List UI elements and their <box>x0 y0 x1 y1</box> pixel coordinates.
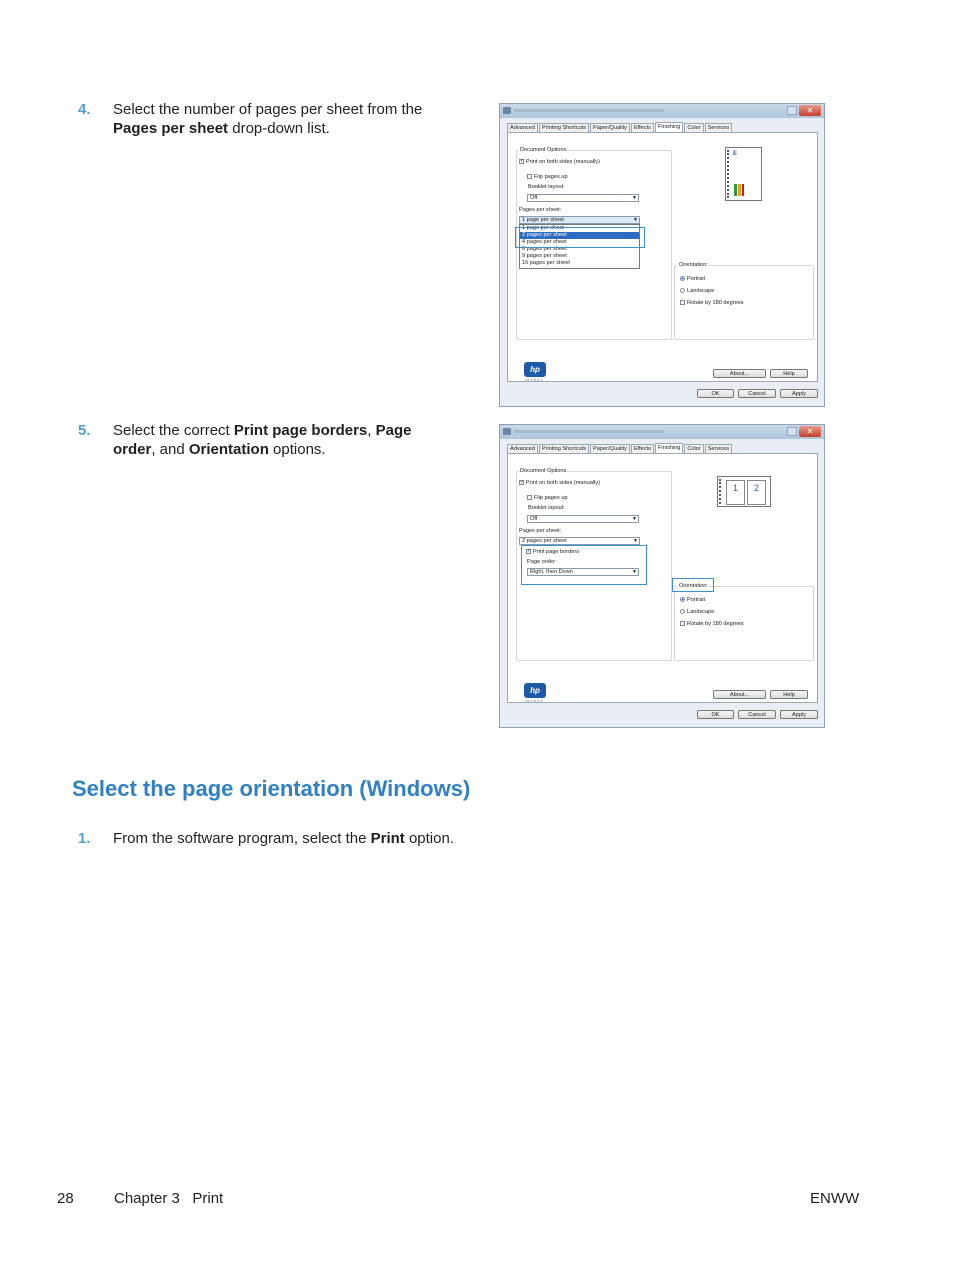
radio[interactable] <box>680 609 685 614</box>
printer-icon <box>503 428 511 435</box>
page-order-label: Page order: <box>527 559 557 565</box>
hp-invent-text: invent <box>525 378 544 382</box>
chevron-down-icon: ▼ <box>632 195 637 201</box>
page-order-select[interactable]: Right, then Down ▼ <box>527 568 639 576</box>
portrait-option[interactable]: Portrait <box>680 276 705 282</box>
step-text: Select the correct Print page borders, Page order, and Orientation options. <box>113 422 412 458</box>
pages-per-sheet-select[interactable]: 2 pages per sheet ▼ <box>519 537 640 545</box>
printer-icon <box>503 107 511 114</box>
document-options-label: Document Options <box>520 468 567 474</box>
booklet-layout-label: Booklet layout: <box>528 505 565 511</box>
ok-button[interactable]: OK <box>697 710 734 719</box>
cancel-button[interactable]: Cancel <box>738 389 776 398</box>
pages-per-sheet-select[interactable]: 1 page per sheet ▼ <box>519 216 640 224</box>
step-text: From the software program, select the Print option. <box>113 830 454 847</box>
section-heading: Select the page orientation (Windows) <box>72 776 471 801</box>
tab-effects[interactable]: Effects <box>631 123 654 133</box>
dialog-title-blurred <box>514 430 664 433</box>
page-preview <box>725 147 762 201</box>
radio-selected[interactable] <box>680 276 685 281</box>
tab-advanced[interactable]: Advanced <box>507 123 538 133</box>
about-button[interactable]: About... <box>713 369 766 378</box>
booklet-layout-label: Booklet layout: <box>528 184 565 190</box>
chapter-label: Chapter 3 Print <box>114 1190 224 1207</box>
dropdown-option-selected[interactable]: 2 pages per sheet <box>520 232 639 239</box>
tab-printing-shortcuts[interactable]: Printing Shortcuts <box>539 444 589 454</box>
rotate-180-option[interactable]: Rotate by 180 degrees <box>680 621 744 627</box>
checkbox[interactable] <box>680 300 685 305</box>
booklet-layout-select[interactable]: Off ▼ <box>527 194 639 202</box>
checkbox[interactable] <box>680 621 685 626</box>
checkbox[interactable] <box>527 174 532 179</box>
checkbox-checked[interactable]: ✓ <box>520 479 525 486</box>
apply-button[interactable]: Apply <box>780 389 818 398</box>
chart-thumbnail <box>734 184 744 196</box>
tab-finishing[interactable]: Finishing <box>655 443 683 454</box>
preview-page-2: 2 <box>747 480 766 505</box>
tab-paper-quality[interactable]: Paper/Quality <box>590 444 630 454</box>
checkbox-checked[interactable]: ✓ <box>520 158 525 165</box>
finishing-panel <box>507 453 818 703</box>
tab-strip <box>507 122 733 132</box>
tab-services[interactable]: Services <box>705 444 732 454</box>
help-button[interactable]: Help <box>770 369 808 378</box>
document-options-label: Document Options <box>520 147 567 153</box>
landscape-option[interactable]: Landscape <box>680 609 714 615</box>
step-number: 1. <box>78 830 91 847</box>
pages-per-sheet-label: Pages per sheet: <box>519 528 562 534</box>
cancel-button[interactable]: Cancel <box>738 710 776 719</box>
step-text: Select the number of pages per sheet from the Pages per sheet drop-down list. <box>113 101 423 137</box>
help-button[interactable]: Help <box>770 690 808 699</box>
preview-page-1: 1 <box>726 480 745 505</box>
apply-button[interactable]: Apply <box>780 710 818 719</box>
close-button[interactable]: ✕ <box>799 105 821 116</box>
portrait-option[interactable]: Portrait <box>680 597 705 603</box>
pages-per-sheet-label: Pages per sheet: <box>519 207 562 213</box>
checkbox-checked[interactable]: ✓ <box>527 548 532 555</box>
booklet-layout-select[interactable]: Off ▼ <box>527 515 639 523</box>
radio-selected[interactable] <box>680 597 685 602</box>
close-button[interactable]: ✕ <box>799 426 821 437</box>
dropdown-option[interactable]: 6 pages per sheet <box>522 246 567 252</box>
tab-color[interactable]: Color <box>684 444 703 454</box>
rotate-180-option[interactable]: Rotate by 180 degrees <box>680 300 744 306</box>
tab-color[interactable]: Color <box>684 123 703 133</box>
flip-pages-up-option[interactable]: Flip pages up <box>527 495 568 501</box>
hp-logo: hp <box>524 362 546 377</box>
chevron-down-icon: ▼ <box>632 569 637 575</box>
page-preview <box>717 476 771 507</box>
printer-properties-dialog-1 <box>499 103 825 407</box>
chevron-down-icon: ▼ <box>633 538 638 544</box>
minimize-button[interactable] <box>787 427 797 436</box>
page-number: 28 <box>57 1190 74 1207</box>
tab-strip <box>507 443 733 453</box>
dropdown-option[interactable]: 1 page per sheet <box>522 225 564 231</box>
printer-properties-dialog-2 <box>499 424 825 728</box>
dropdown-option[interactable]: 4 pages per sheet <box>522 239 567 245</box>
tab-services[interactable]: Services <box>705 123 732 133</box>
tab-advanced[interactable]: Advanced <box>507 444 538 454</box>
radio[interactable] <box>680 288 685 293</box>
step-number: 4. <box>78 101 91 118</box>
hp-logo: hp <box>524 683 546 698</box>
about-button[interactable]: About... <box>713 690 766 699</box>
dropdown-option[interactable]: 16 pages per sheet <box>522 260 570 266</box>
orientation-label: Orientation: <box>679 583 708 589</box>
print-both-sides-option[interactable]: ✓ Print on both sides (manually) <box>520 158 600 165</box>
preview-letter: E <box>733 151 738 157</box>
tab-paper-quality[interactable]: Paper/Quality <box>590 123 630 133</box>
flip-pages-up-option[interactable]: Flip pages up <box>527 174 568 180</box>
finishing-panel <box>507 132 818 382</box>
checkbox[interactable] <box>527 495 532 500</box>
hp-invent-text: invent <box>525 699 544 703</box>
tab-effects[interactable]: Effects <box>631 444 654 454</box>
footer-right-label: ENWW <box>810 1190 860 1207</box>
tab-printing-shortcuts[interactable]: Printing Shortcuts <box>539 123 589 133</box>
dropdown-option[interactable]: 9 pages per sheet <box>522 253 567 259</box>
highlight-box <box>515 227 645 248</box>
print-page-borders-option[interactable]: ✓ Print page borders <box>527 548 580 555</box>
highlight-box <box>672 578 714 592</box>
orientation-label: Orientation: <box>679 262 708 268</box>
landscape-option[interactable]: Landscape <box>680 288 714 294</box>
step-number: 5. <box>78 422 91 439</box>
minimize-button[interactable] <box>787 106 797 115</box>
ok-button[interactable]: OK <box>697 389 734 398</box>
chevron-down-icon: ▼ <box>633 217 638 223</box>
chevron-down-icon: ▼ <box>632 516 637 522</box>
tab-finishing[interactable]: Finishing <box>655 122 683 133</box>
dialog-title-blurred <box>514 109 664 112</box>
title-bar <box>500 425 824 439</box>
print-both-sides-option[interactable]: ✓ Print on both sides (manually) <box>520 479 600 486</box>
title-bar <box>500 104 824 118</box>
